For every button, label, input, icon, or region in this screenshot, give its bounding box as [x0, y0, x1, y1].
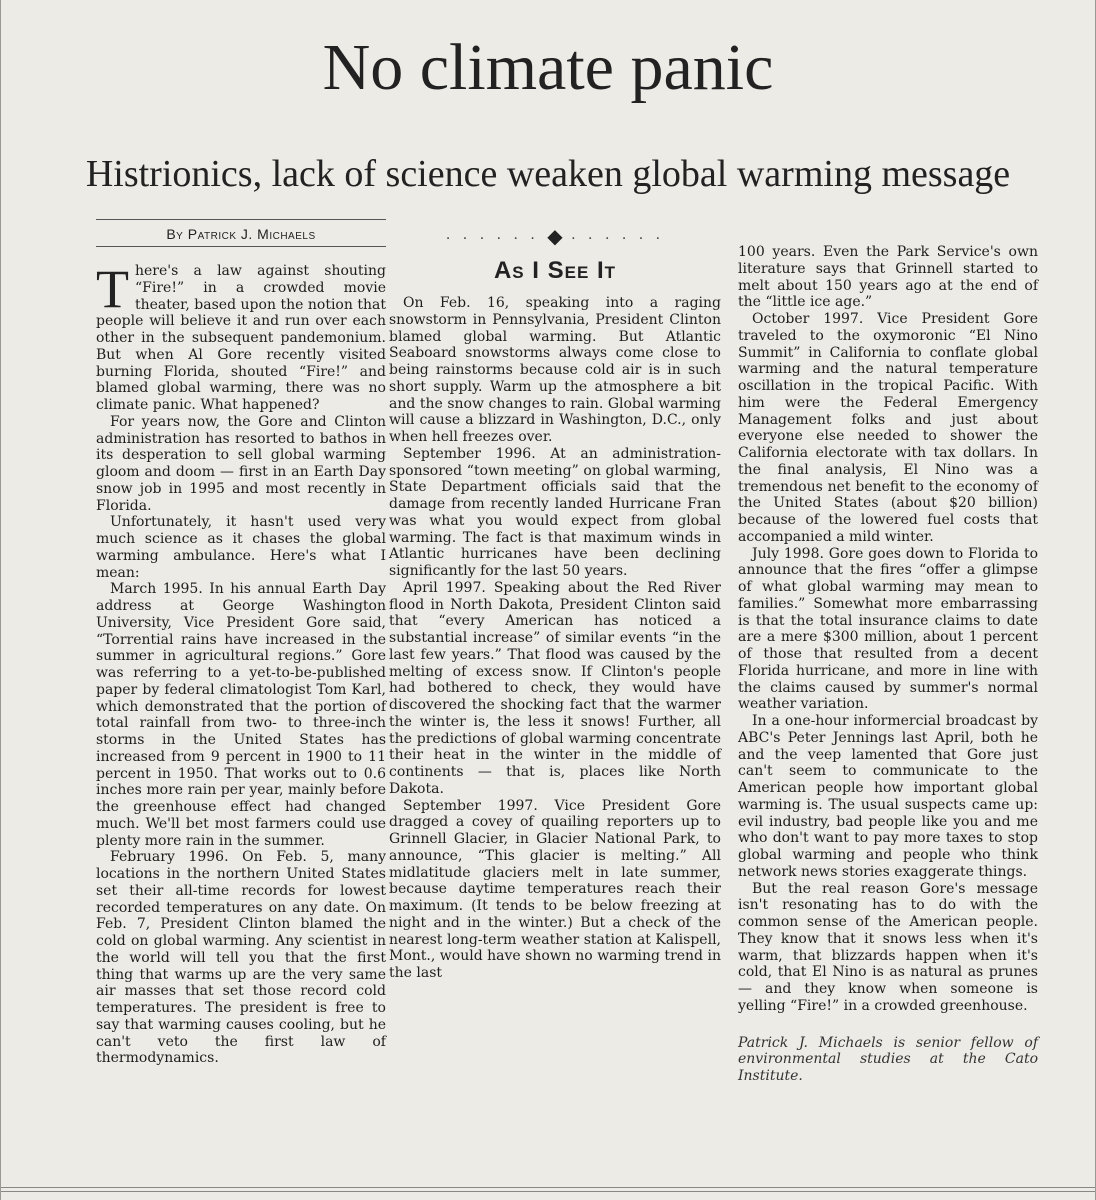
subheadline: Histrionics, lack of science weaken global warming message: [85, 153, 1011, 195]
article-column-1: [96, 259, 386, 1067]
paragraph: April 1997. Speaking about the Red River flood in North Dakota, President Clinton said that “every American has noticed a substantial increase” of similar events “in the last few years.” That flood was caused by the melting of excess snow. If Clinton's people had bothered to check, they would have discovered the shocking fact that the warmer the winter is, the less it snows! Further, all the predictions of global warming concentrate their heat in the winter in the middle of continents — that is, places like North Dakota.: [389, 579, 721, 797]
author-bio: Patrick J. Michaels is senior fellow of environmental studies at the Cato Institute.: [738, 1034, 1038, 1084]
headline: No climate panic: [322, 31, 774, 104]
drop-cap: T: [96, 259, 129, 319]
paragraph: Unfortunately, it hasn't used very much science as it chases the global warming ambulance. Here's what I mean:: [96, 514, 386, 581]
byline-rule-top: [96, 219, 386, 220]
paragraph-continued: 100 years. Even the Park Service's own literature says that Grinnell started to melt about 150 years ago at the end of the “little ice age.”: [738, 244, 1038, 311]
paragraph: On Feb. 16, speaking into a raging snowstorm in Pennsylvania, President Clinton blamed global warming. But Atlantic Seaboard snowstorms always come close to being rainstorms because cold air is in such short supply. Warm up the atmosphere a bit and the snow changes to rain. Global warming will cause a blizzard in Washington, D.C., only when hell freezes over.: [389, 295, 721, 445]
paragraph: September 1996. At an administration-sponsored “town meeting” on global warming, State Department officials said that the damage from recently landed Hurricane Fran was what you would expect from global warming. The fact is that maximum winds in Atlantic hurricanes have been declining significantly for the last 50 years.: [389, 445, 721, 579]
ornament-divider: · · · · · · ◆ · · · · · ·: [445, 224, 665, 248]
paragraph: July 1998. Gore goes down to Florida to announce that the fires “offer a glimpse of what global warming may mean to families.” Somewhat more embarrassing is that the total insurance claims to date are a mere $300 million, about 1 percent of those that resulted from a decent Florida hurricane, and more in line with the claims caused by summer's normal weather variation.: [738, 545, 1038, 713]
paragraph: For years now, the Gore and Clinton administration has resorted to bathos in its desperation to sell global warming gloom and doom — first in an Earth Day snow job in 1995 and most recently in Florida.: [96, 413, 386, 514]
footer-rule: [1, 1191, 1095, 1192]
diamond-icon: ◆: [547, 224, 563, 248]
byline-rule-bottom: [96, 246, 386, 247]
paragraph: October 1997. Vice President Gore traveled to the oxymoronic “El Nino Summit” in California to conflate global warming and the natural temperature oscillation in the tropical Pacific. With him were the Federal Emergency Management folks and just about everyone else needed to shower the California electorate with tax dollars. In the final analysis, El Nino was a tremendous net benefit to the economy of the United States (about $20 billion) because of the lowered fuel costs that accompanied a mild winter.: [738, 311, 1038, 545]
paragraph: But the real reason Gore's message isn't resonating has to do with the common sense of the American people. They know that it snows less when it's warm, that blizzards happen when it's cold, that El Nino is as natural as prunes — and they know when someone is yelling “Fire!” in a crowded greenhouse.: [738, 880, 1038, 1014]
footer-rule: [1, 1187, 1095, 1188]
paragraph: February 1996. On Feb. 5, many locations in the northern United States set their all-time records for lowest recorded temperatures on any date. On Feb. 7, President Clinton blamed the cold on global warming. Any scientist in the world will tell you that the first thing that warms up are the very same air masses that set those record cold temperatures. The president is free to say that warming causes cooling, but he can't veto the first law of thermodynamics.: [96, 849, 386, 1067]
article-column-2: [389, 226, 721, 982]
column-label: As I See It: [493, 257, 617, 284]
article-column-3: [738, 244, 1038, 1085]
paragraph: March 1995. In his annual Earth Day address at George Washington University, Vice President Gore said, “Torrential rains have increased in the summer in agricultural regions.” Gore was referring to a yet-to-be-published paper by federal climatologist Tom Karl, which demonstrated that the portion of total rainfall from two- to three-inch storms in the United States has increased from 9 percent in 1900 to 11 percent in 1950. That works out to 0.6 inches more rain per year, mainly before the greenhouse effect had changed much. We'll bet most farmers could use plenty more rain in the summer.: [96, 581, 386, 849]
paragraph: September 1997. Vice President Gore dragged a covey of quailing reporters up to Grinnell Glacier, in Glacier National Park, to announce, “This glacier is melting.” All midlatitude glaciers melt in late summer, because daytime temperatures reach their maximum. (It tends to be below freezing at night and in the winter.) But a check of the nearest long-term weather station at Kalispell, Mont., would have shown no warming trend in the last: [389, 797, 721, 981]
byline: By Patrick J. Michaels: [166, 226, 316, 242]
paragraph: There's a law against shouting “Fire!” in a crowded movie theater, based upon the notion that people will believe it and run over each other in the subsequent pandemonium. But when Al Gore recently visited burning Florida, shouted “Fire!” and blamed global warming, there was no climate panic. What happened?: [96, 259, 386, 413]
paragraph: In a one-hour informercial broadcast by ABC's Peter Jennings last April, both he and the veep lamented that Gore just can't seem to communicate to the American people how important global warming is. The usual suspects came up: evil industry, bad people like you and me who don't want to pay more taxes to stop global warming and people who think network news stories exaggerate things.: [738, 713, 1038, 880]
